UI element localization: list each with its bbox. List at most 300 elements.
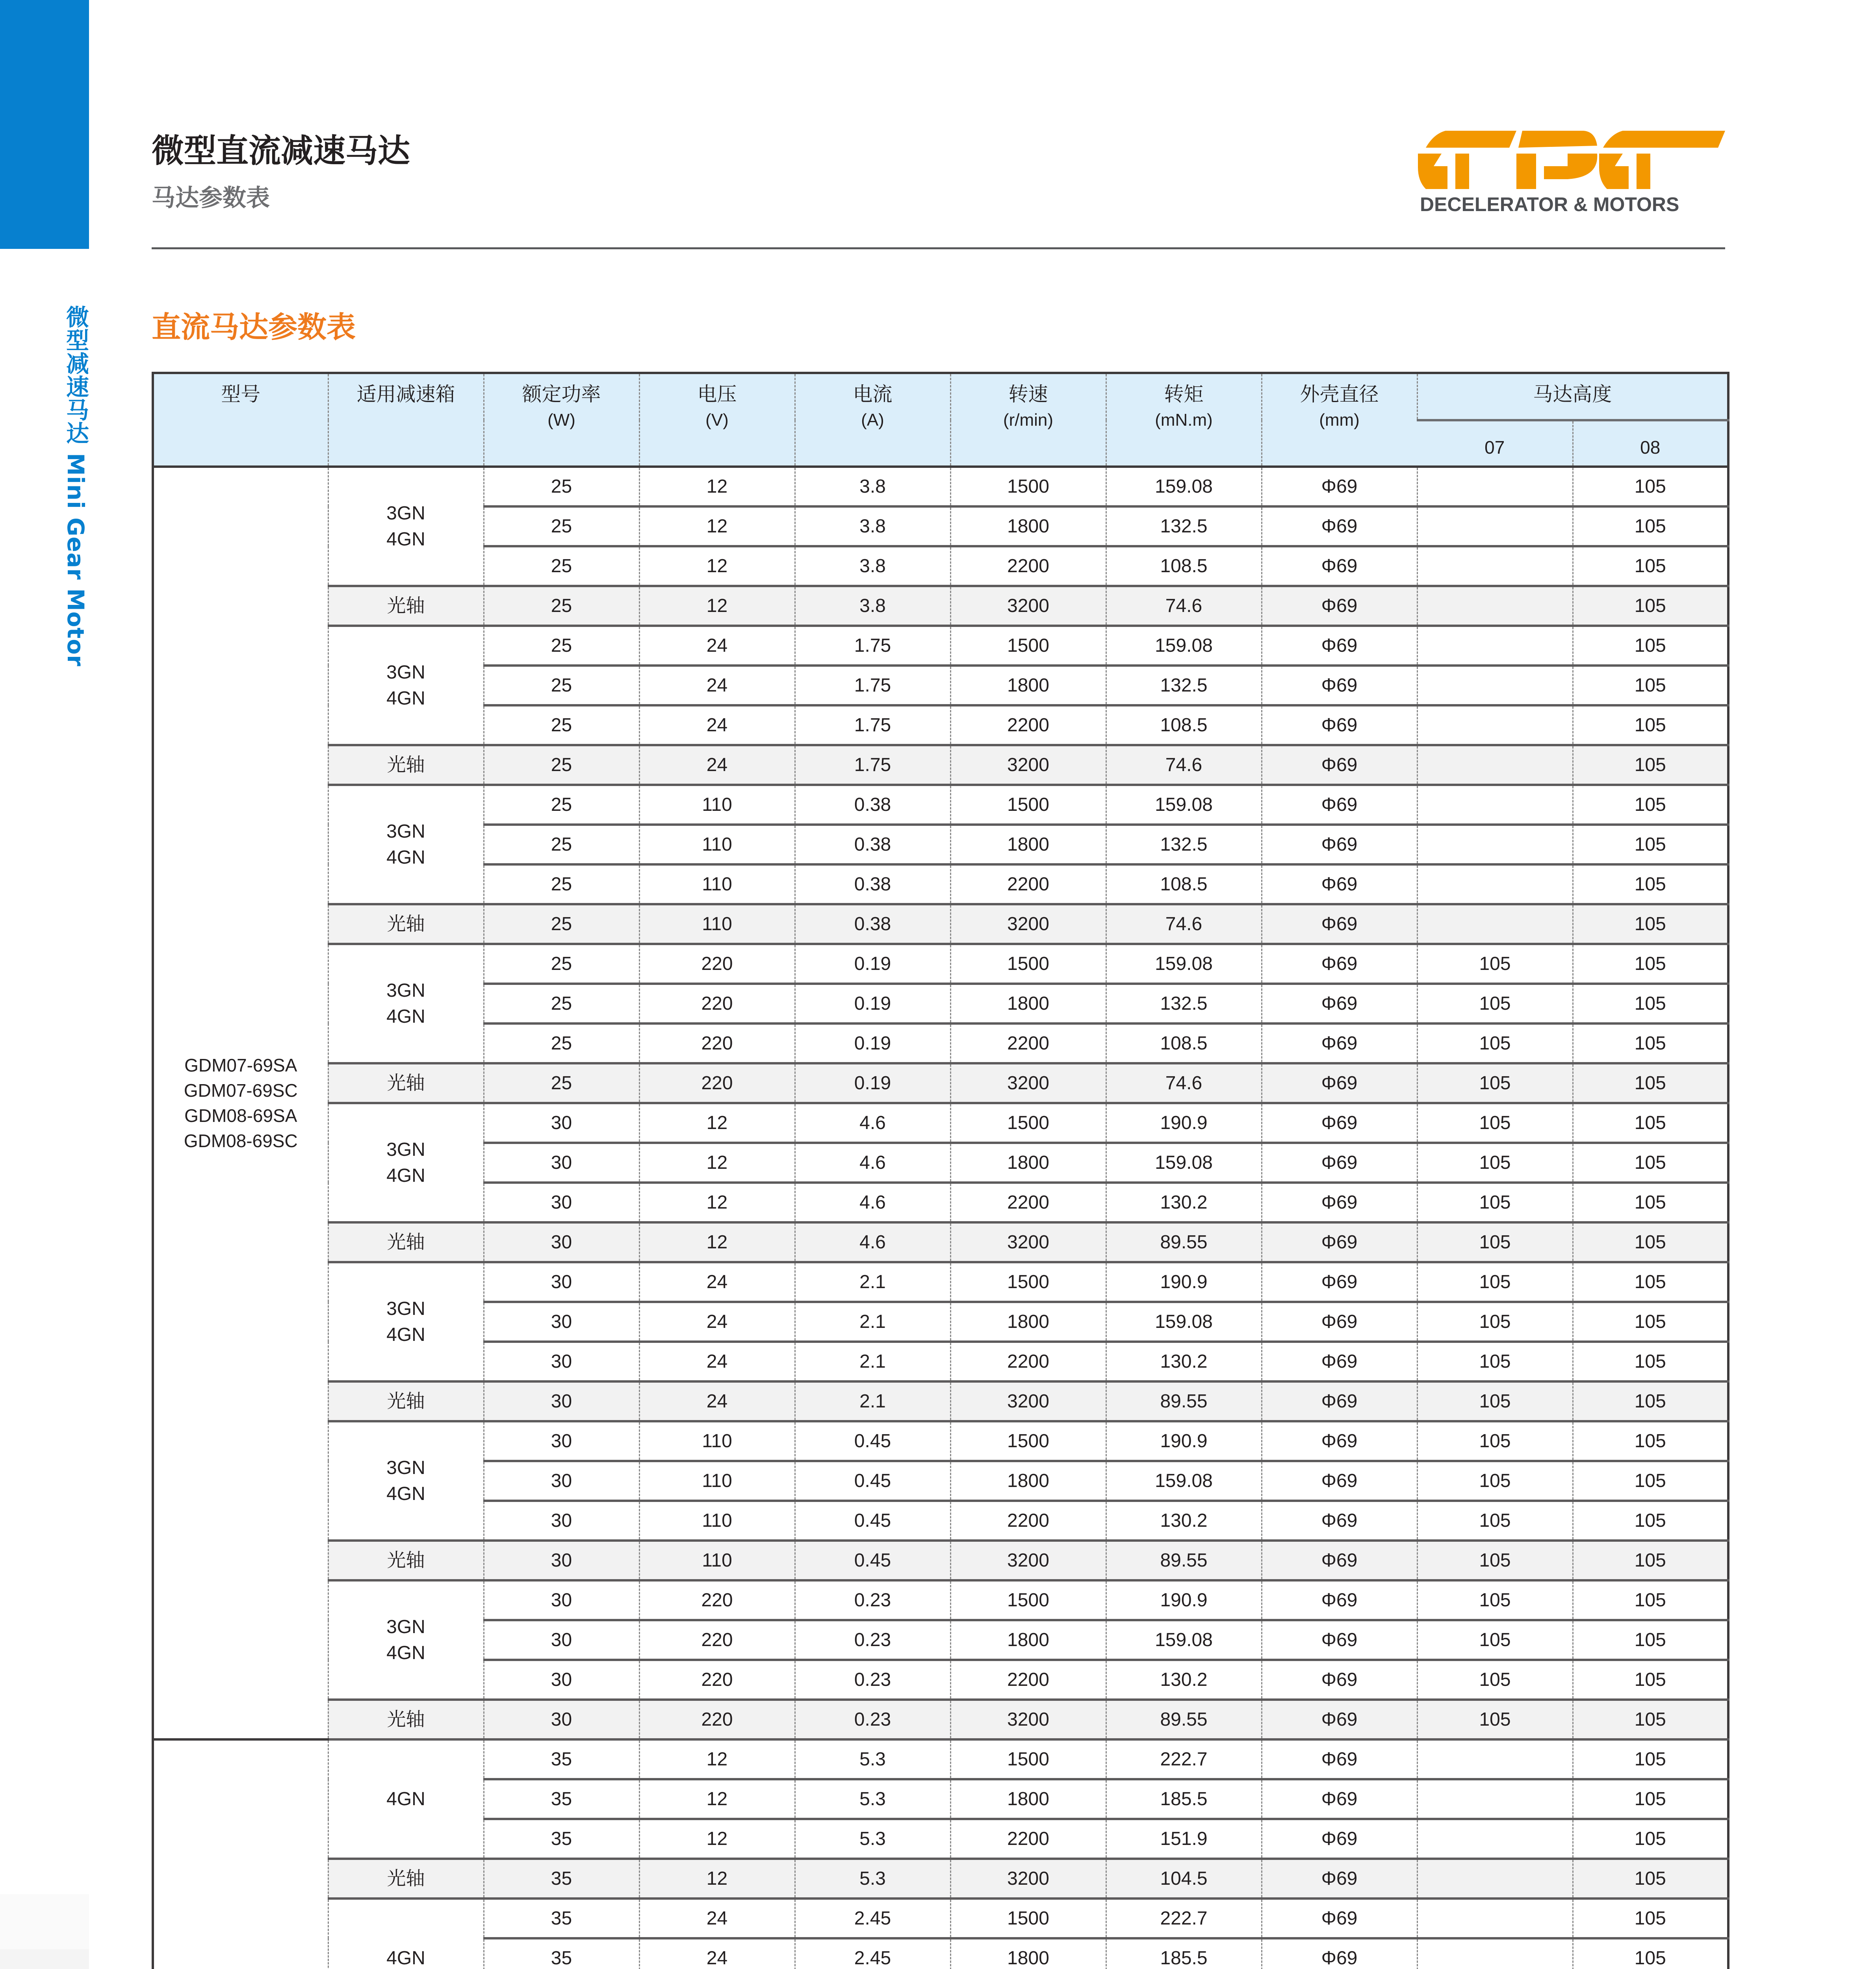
torque-cell: 74.6 bbox=[1106, 904, 1262, 944]
height-07-cell bbox=[1417, 1739, 1573, 1779]
voltage-cell: 12 bbox=[639, 586, 795, 626]
torque-cell: 108.5 bbox=[1106, 546, 1262, 586]
speed-cell: 2200 bbox=[950, 864, 1106, 904]
shaft-cell: 光轴 bbox=[328, 1222, 484, 1262]
current-cell: 4.6 bbox=[795, 1222, 950, 1262]
diameter-cell: Φ69 bbox=[1262, 1381, 1417, 1421]
voltage-cell: 220 bbox=[639, 944, 795, 984]
speed-cell: 1800 bbox=[950, 1938, 1106, 1969]
gearbox-cell bbox=[328, 626, 484, 745]
page-title: 微型直流减速马达 bbox=[152, 132, 410, 170]
height-08-cell: 105 bbox=[1573, 944, 1728, 984]
gearbox-name: 4GN bbox=[386, 1947, 425, 1969]
voltage-cell: 110 bbox=[639, 864, 795, 904]
current-cell: 3.8 bbox=[795, 546, 950, 586]
power-cell: 35 bbox=[484, 1739, 639, 1779]
height-07-cell: 105 bbox=[1417, 1660, 1573, 1700]
diameter-cell: Φ69 bbox=[1262, 1302, 1417, 1342]
diameter-cell: Φ69 bbox=[1262, 666, 1417, 705]
table-row bbox=[153, 1381, 1728, 1421]
current-cell: 3.8 bbox=[795, 506, 950, 546]
speed-cell: 1800 bbox=[950, 1461, 1106, 1501]
header-torque-unit: (mN.m) bbox=[1155, 410, 1213, 430]
height-08-cell: 105 bbox=[1573, 666, 1728, 705]
voltage-cell: 220 bbox=[639, 1063, 795, 1103]
torque-cell: 159.08 bbox=[1106, 785, 1262, 825]
voltage-cell: 12 bbox=[639, 1222, 795, 1262]
voltage-cell: 24 bbox=[639, 1262, 795, 1302]
speed-cell: 1500 bbox=[950, 785, 1106, 825]
height-07-cell: 105 bbox=[1417, 1342, 1573, 1381]
height-08-cell: 105 bbox=[1573, 467, 1728, 506]
torque-cell: 222.7 bbox=[1106, 1739, 1262, 1779]
current-cell: 0.19 bbox=[795, 944, 950, 984]
power-cell: 30 bbox=[484, 1660, 639, 1700]
header-diameter bbox=[1262, 373, 1417, 467]
torque-cell: 151.9 bbox=[1106, 1819, 1262, 1859]
table-row bbox=[153, 1580, 1728, 1620]
header-power bbox=[484, 373, 639, 467]
diameter-cell: Φ69 bbox=[1262, 1541, 1417, 1580]
model-name: GDM07-69SC bbox=[184, 1080, 298, 1101]
header-model: 型号 bbox=[153, 373, 328, 467]
height-08-cell: 105 bbox=[1573, 546, 1728, 586]
height-08-cell: 105 bbox=[1573, 904, 1728, 944]
voltage-cell: 12 bbox=[639, 1183, 795, 1222]
speed-cell: 1800 bbox=[950, 666, 1106, 705]
height-08-cell: 105 bbox=[1573, 1183, 1728, 1222]
shaft-cell: 光轴 bbox=[328, 745, 484, 785]
gearbox-name: 4GN bbox=[386, 1483, 425, 1504]
gearbox-name: 4GN bbox=[386, 1006, 425, 1027]
header-voltage-unit: (V) bbox=[705, 410, 729, 430]
current-cell: 0.45 bbox=[795, 1501, 950, 1541]
speed-cell: 1800 bbox=[950, 1620, 1106, 1660]
header-current-unit: (A) bbox=[861, 410, 884, 430]
current-cell: 1.75 bbox=[795, 666, 950, 705]
shaft-cell: 光轴 bbox=[328, 1700, 484, 1739]
current-cell: 2.1 bbox=[795, 1342, 950, 1381]
speed-cell: 3200 bbox=[950, 586, 1106, 626]
table-row bbox=[153, 1859, 1728, 1899]
current-cell: 0.38 bbox=[795, 864, 950, 904]
power-cell: 25 bbox=[484, 626, 639, 666]
speed-cell: 2200 bbox=[950, 1342, 1106, 1381]
voltage-cell: 220 bbox=[639, 1660, 795, 1700]
torque-cell: 190.9 bbox=[1106, 1103, 1262, 1143]
speed-cell: 3200 bbox=[950, 745, 1106, 785]
shaft-cell: 光轴 bbox=[328, 904, 484, 944]
diameter-cell: Φ69 bbox=[1262, 1739, 1417, 1779]
header-height: 马达高度 bbox=[1417, 373, 1728, 420]
height-07-cell bbox=[1417, 666, 1573, 705]
diameter-cell: Φ69 bbox=[1262, 705, 1417, 745]
height-07-cell: 105 bbox=[1417, 1700, 1573, 1739]
current-cell: 2.1 bbox=[795, 1381, 950, 1421]
current-cell: 0.19 bbox=[795, 984, 950, 1023]
table-row bbox=[153, 1063, 1728, 1103]
torque-cell: 190.9 bbox=[1106, 1262, 1262, 1302]
gearbox-name: 4GN bbox=[386, 528, 425, 550]
voltage-cell: 12 bbox=[639, 546, 795, 586]
diameter-cell: Φ69 bbox=[1262, 626, 1417, 666]
speed-cell: 1800 bbox=[950, 506, 1106, 546]
current-cell: 0.23 bbox=[795, 1580, 950, 1620]
table-row bbox=[153, 1262, 1728, 1302]
height-08-cell: 105 bbox=[1573, 506, 1728, 546]
torque-cell: 159.08 bbox=[1106, 1620, 1262, 1660]
height-07-cell: 105 bbox=[1417, 1262, 1573, 1302]
speed-cell: 1800 bbox=[950, 1779, 1106, 1819]
diameter-cell: Φ69 bbox=[1262, 1660, 1417, 1700]
gearbox-cell bbox=[328, 467, 484, 586]
gearbox-name: 3GN bbox=[386, 1616, 425, 1637]
current-cell: 5.3 bbox=[795, 1779, 950, 1819]
voltage-cell: 12 bbox=[639, 1739, 795, 1779]
height-07-cell: 105 bbox=[1417, 1103, 1573, 1143]
speed-cell: 3200 bbox=[950, 1381, 1106, 1421]
power-cell: 30 bbox=[484, 1342, 639, 1381]
current-cell: 2.45 bbox=[795, 1899, 950, 1938]
power-cell: 35 bbox=[484, 1819, 639, 1859]
table-row bbox=[153, 1103, 1728, 1143]
header-height-07: 07 bbox=[1417, 420, 1573, 467]
height-08-cell: 105 bbox=[1573, 1541, 1728, 1580]
diameter-cell: Φ69 bbox=[1262, 1063, 1417, 1103]
torque-cell: 159.08 bbox=[1106, 944, 1262, 984]
torque-cell: 130.2 bbox=[1106, 1660, 1262, 1700]
table-row bbox=[153, 1700, 1728, 1739]
torque-cell: 89.55 bbox=[1106, 1700, 1262, 1739]
diameter-cell: Φ69 bbox=[1262, 745, 1417, 785]
power-cell: 30 bbox=[484, 1381, 639, 1421]
table-row bbox=[153, 626, 1728, 666]
power-cell: 25 bbox=[484, 666, 639, 705]
voltage-cell: 24 bbox=[639, 666, 795, 705]
height-07-cell bbox=[1417, 626, 1573, 666]
page-subtitle: 马达参数表 bbox=[152, 184, 270, 212]
height-07-cell: 105 bbox=[1417, 1222, 1573, 1262]
speed-cell: 1500 bbox=[950, 1739, 1106, 1779]
power-cell: 25 bbox=[484, 467, 639, 506]
speed-cell: 1500 bbox=[950, 467, 1106, 506]
voltage-cell: 220 bbox=[639, 984, 795, 1023]
height-08-cell: 105 bbox=[1573, 705, 1728, 745]
section-title: 直流马达参数表 bbox=[152, 310, 356, 344]
torque-cell: 89.55 bbox=[1106, 1541, 1262, 1580]
height-08-cell: 105 bbox=[1573, 1700, 1728, 1739]
height-07-cell bbox=[1417, 785, 1573, 825]
height-08-cell: 105 bbox=[1573, 1342, 1728, 1381]
voltage-cell: 24 bbox=[639, 1899, 795, 1938]
table-row bbox=[153, 904, 1728, 944]
current-cell: 5.3 bbox=[795, 1859, 950, 1899]
height-07-cell bbox=[1417, 1859, 1573, 1899]
height-07-cell: 105 bbox=[1417, 1063, 1573, 1103]
power-cell: 25 bbox=[484, 984, 639, 1023]
voltage-cell: 12 bbox=[639, 1819, 795, 1859]
voltage-cell: 12 bbox=[639, 467, 795, 506]
current-cell: 0.38 bbox=[795, 904, 950, 944]
diameter-cell: Φ69 bbox=[1262, 825, 1417, 864]
diameter-cell: Φ69 bbox=[1262, 1620, 1417, 1660]
table-row bbox=[153, 1739, 1728, 1779]
height-07-cell bbox=[1417, 1779, 1573, 1819]
torque-cell: 130.2 bbox=[1106, 1501, 1262, 1541]
speed-cell: 1800 bbox=[950, 825, 1106, 864]
diameter-cell: Φ69 bbox=[1262, 506, 1417, 546]
height-07-cell: 105 bbox=[1417, 984, 1573, 1023]
diameter-cell: Φ69 bbox=[1262, 1103, 1417, 1143]
current-cell: 0.45 bbox=[795, 1541, 950, 1580]
power-cell: 30 bbox=[484, 1580, 639, 1620]
diameter-cell: Φ69 bbox=[1262, 1779, 1417, 1819]
header-power-unit: (W) bbox=[547, 410, 575, 430]
torque-cell: 108.5 bbox=[1106, 1023, 1262, 1063]
height-07-cell: 105 bbox=[1417, 1541, 1573, 1580]
current-cell: 4.6 bbox=[795, 1103, 950, 1143]
power-cell: 25 bbox=[484, 506, 639, 546]
gearbox-cell bbox=[328, 785, 484, 904]
voltage-cell: 110 bbox=[639, 1461, 795, 1501]
power-cell: 25 bbox=[484, 745, 639, 785]
height-07-cell: 105 bbox=[1417, 1580, 1573, 1620]
speed-cell: 1500 bbox=[950, 1262, 1106, 1302]
torque-cell: 159.08 bbox=[1106, 467, 1262, 506]
height-07-cell bbox=[1417, 705, 1573, 745]
table-row bbox=[153, 1899, 1728, 1938]
torque-cell: 132.5 bbox=[1106, 506, 1262, 546]
current-cell: 2.1 bbox=[795, 1302, 950, 1342]
torque-cell: 108.5 bbox=[1106, 864, 1262, 904]
power-cell: 30 bbox=[484, 1262, 639, 1302]
gearbox-cell bbox=[328, 1103, 484, 1222]
speed-cell: 3200 bbox=[950, 1063, 1106, 1103]
shaft-cell: 光轴 bbox=[328, 1541, 484, 1580]
speed-cell: 1800 bbox=[950, 1143, 1106, 1183]
torque-cell: 190.9 bbox=[1106, 1421, 1262, 1461]
torque-cell: 185.5 bbox=[1106, 1938, 1262, 1969]
gearbox-cell bbox=[328, 1739, 484, 1859]
current-cell: 3.8 bbox=[795, 586, 950, 626]
gearbox-name: 3GN bbox=[386, 502, 425, 524]
speed-cell: 3200 bbox=[950, 1222, 1106, 1262]
height-07-cell: 105 bbox=[1417, 1421, 1573, 1461]
height-08-cell: 105 bbox=[1573, 1899, 1728, 1938]
table-row bbox=[153, 1421, 1728, 1461]
torque-cell: 159.08 bbox=[1106, 1302, 1262, 1342]
power-cell: 30 bbox=[484, 1700, 639, 1739]
gearbox-cell bbox=[328, 1421, 484, 1541]
power-cell: 25 bbox=[484, 586, 639, 626]
voltage-cell: 110 bbox=[639, 1501, 795, 1541]
diameter-cell: Φ69 bbox=[1262, 1262, 1417, 1302]
torque-cell: 132.5 bbox=[1106, 825, 1262, 864]
height-07-cell bbox=[1417, 864, 1573, 904]
diameter-cell: Φ69 bbox=[1262, 1342, 1417, 1381]
torque-cell: 130.2 bbox=[1106, 1183, 1262, 1222]
header-height-08: 08 bbox=[1573, 420, 1728, 467]
header-speed-label: 转速 bbox=[1008, 383, 1048, 406]
speed-cell: 3200 bbox=[950, 1700, 1106, 1739]
table-row bbox=[153, 467, 1728, 506]
torque-cell: 159.08 bbox=[1106, 626, 1262, 666]
model-cell bbox=[153, 1739, 328, 1969]
power-cell: 25 bbox=[484, 1023, 639, 1063]
torque-cell: 185.5 bbox=[1106, 1779, 1262, 1819]
height-08-cell: 105 bbox=[1573, 1262, 1728, 1302]
diameter-cell: Φ69 bbox=[1262, 1700, 1417, 1739]
current-cell: 3.8 bbox=[795, 467, 950, 506]
table-row bbox=[153, 586, 1728, 626]
torque-cell: 74.6 bbox=[1106, 745, 1262, 785]
power-cell: 35 bbox=[484, 1899, 639, 1938]
voltage-cell: 24 bbox=[639, 1938, 795, 1969]
height-07-cell: 105 bbox=[1417, 1501, 1573, 1541]
motor-spec-table bbox=[152, 372, 1729, 1969]
side-gradient-bar bbox=[0, 1894, 89, 1969]
voltage-cell: 12 bbox=[639, 1103, 795, 1143]
current-cell: 2.1 bbox=[795, 1262, 950, 1302]
table-row bbox=[153, 1541, 1728, 1580]
model-name: GDM08-69SC bbox=[184, 1131, 298, 1151]
model-name: GDM07-69SA bbox=[184, 1055, 297, 1075]
voltage-cell: 110 bbox=[639, 1541, 795, 1580]
header-diameter-label: 外壳直径 bbox=[1300, 383, 1379, 406]
voltage-cell: 24 bbox=[639, 705, 795, 745]
speed-cell: 3200 bbox=[950, 1541, 1106, 1580]
height-08-cell: 105 bbox=[1573, 586, 1728, 626]
table-row bbox=[153, 745, 1728, 785]
header-power-label: 额定功率 bbox=[522, 383, 601, 406]
voltage-cell: 24 bbox=[639, 626, 795, 666]
voltage-cell: 24 bbox=[639, 1302, 795, 1342]
gearbox-name: 3GN bbox=[386, 662, 425, 683]
diameter-cell: Φ69 bbox=[1262, 1461, 1417, 1501]
height-07-cell: 105 bbox=[1417, 1143, 1573, 1183]
height-07-cell bbox=[1417, 506, 1573, 546]
voltage-cell: 24 bbox=[639, 745, 795, 785]
voltage-cell: 12 bbox=[639, 1859, 795, 1899]
table-row bbox=[153, 785, 1728, 825]
height-08-cell: 105 bbox=[1573, 745, 1728, 785]
height-07-cell: 105 bbox=[1417, 1381, 1573, 1421]
diameter-cell: Φ69 bbox=[1262, 1580, 1417, 1620]
power-cell: 25 bbox=[484, 1063, 639, 1103]
voltage-cell: 220 bbox=[639, 1700, 795, 1739]
header-speed bbox=[950, 373, 1106, 467]
diameter-cell: Φ69 bbox=[1262, 1222, 1417, 1262]
diameter-cell: Φ69 bbox=[1262, 1899, 1417, 1938]
height-08-cell: 105 bbox=[1573, 1222, 1728, 1262]
power-cell: 30 bbox=[484, 1620, 639, 1660]
current-cell: 0.38 bbox=[795, 825, 950, 864]
height-08-cell: 105 bbox=[1573, 1501, 1728, 1541]
gearbox-name: 3GN bbox=[386, 1457, 425, 1478]
torque-cell: 132.5 bbox=[1106, 984, 1262, 1023]
voltage-cell: 110 bbox=[639, 785, 795, 825]
current-cell: 0.38 bbox=[795, 785, 950, 825]
speed-cell: 1500 bbox=[950, 1580, 1106, 1620]
speed-cell: 2200 bbox=[950, 705, 1106, 745]
height-07-cell bbox=[1417, 546, 1573, 586]
height-07-cell bbox=[1417, 467, 1573, 506]
header-current-label: 电流 bbox=[853, 383, 893, 406]
gearbox-name: 3GN bbox=[386, 821, 425, 842]
current-cell: 5.3 bbox=[795, 1819, 950, 1859]
height-07-cell bbox=[1417, 1819, 1573, 1859]
power-cell: 25 bbox=[484, 546, 639, 586]
height-08-cell: 105 bbox=[1573, 1103, 1728, 1143]
header-current bbox=[795, 373, 950, 467]
power-cell: 30 bbox=[484, 1222, 639, 1262]
height-07-cell bbox=[1417, 904, 1573, 944]
speed-cell: 2200 bbox=[950, 1183, 1106, 1222]
diameter-cell: Φ69 bbox=[1262, 546, 1417, 586]
gearbox-name: 4GN bbox=[386, 847, 425, 868]
voltage-cell: 220 bbox=[639, 1620, 795, 1660]
voltage-cell: 110 bbox=[639, 1421, 795, 1461]
current-cell: 0.19 bbox=[795, 1023, 950, 1063]
torque-cell: 89.55 bbox=[1106, 1381, 1262, 1421]
power-cell: 35 bbox=[484, 1859, 639, 1899]
side-category-label: 微型减速马达 Mini Gear Motor bbox=[62, 305, 89, 667]
speed-cell: 3200 bbox=[950, 904, 1106, 944]
diameter-cell: Φ69 bbox=[1262, 1938, 1417, 1969]
diameter-cell: Φ69 bbox=[1262, 1819, 1417, 1859]
power-cell: 25 bbox=[484, 864, 639, 904]
torque-cell: 130.2 bbox=[1106, 1342, 1262, 1381]
gearbox-name: 4GN bbox=[386, 688, 425, 709]
height-08-cell: 105 bbox=[1573, 1381, 1728, 1421]
height-08-cell: 105 bbox=[1573, 1302, 1728, 1342]
current-cell: 0.45 bbox=[795, 1461, 950, 1501]
diameter-cell: Φ69 bbox=[1262, 1023, 1417, 1063]
current-cell: 1.75 bbox=[795, 626, 950, 666]
diameter-cell: Φ69 bbox=[1262, 1421, 1417, 1461]
height-07-cell bbox=[1417, 1899, 1573, 1938]
speed-cell: 2200 bbox=[950, 1660, 1106, 1700]
side-accent-bar bbox=[0, 0, 89, 249]
current-cell: 0.23 bbox=[795, 1660, 950, 1700]
logo-letter-p bbox=[1516, 131, 1597, 189]
header-voltage bbox=[639, 373, 795, 467]
torque-cell: 74.6 bbox=[1106, 586, 1262, 626]
current-cell: 0.19 bbox=[795, 1063, 950, 1103]
height-07-cell: 105 bbox=[1417, 1183, 1573, 1222]
height-08-cell: 105 bbox=[1573, 1461, 1728, 1501]
torque-cell: 159.08 bbox=[1106, 1461, 1262, 1501]
height-08-cell: 105 bbox=[1573, 1421, 1728, 1461]
speed-cell: 2200 bbox=[950, 1501, 1106, 1541]
gearbox-name: 3GN bbox=[386, 1298, 425, 1319]
header-speed-unit: (r/min) bbox=[1003, 410, 1054, 430]
voltage-cell: 24 bbox=[639, 1381, 795, 1421]
power-cell: 30 bbox=[484, 1302, 639, 1342]
height-08-cell: 105 bbox=[1573, 864, 1728, 904]
shaft-cell: 光轴 bbox=[328, 586, 484, 626]
current-cell: 1.75 bbox=[795, 705, 950, 745]
height-08-cell: 105 bbox=[1573, 785, 1728, 825]
torque-cell: 132.5 bbox=[1106, 666, 1262, 705]
power-cell: 35 bbox=[484, 1779, 639, 1819]
current-cell: 1.75 bbox=[795, 745, 950, 785]
speed-cell: 1500 bbox=[950, 626, 1106, 666]
height-07-cell: 105 bbox=[1417, 944, 1573, 984]
voltage-cell: 110 bbox=[639, 825, 795, 864]
gearbox-cell bbox=[328, 1580, 484, 1700]
diameter-cell: Φ69 bbox=[1262, 864, 1417, 904]
